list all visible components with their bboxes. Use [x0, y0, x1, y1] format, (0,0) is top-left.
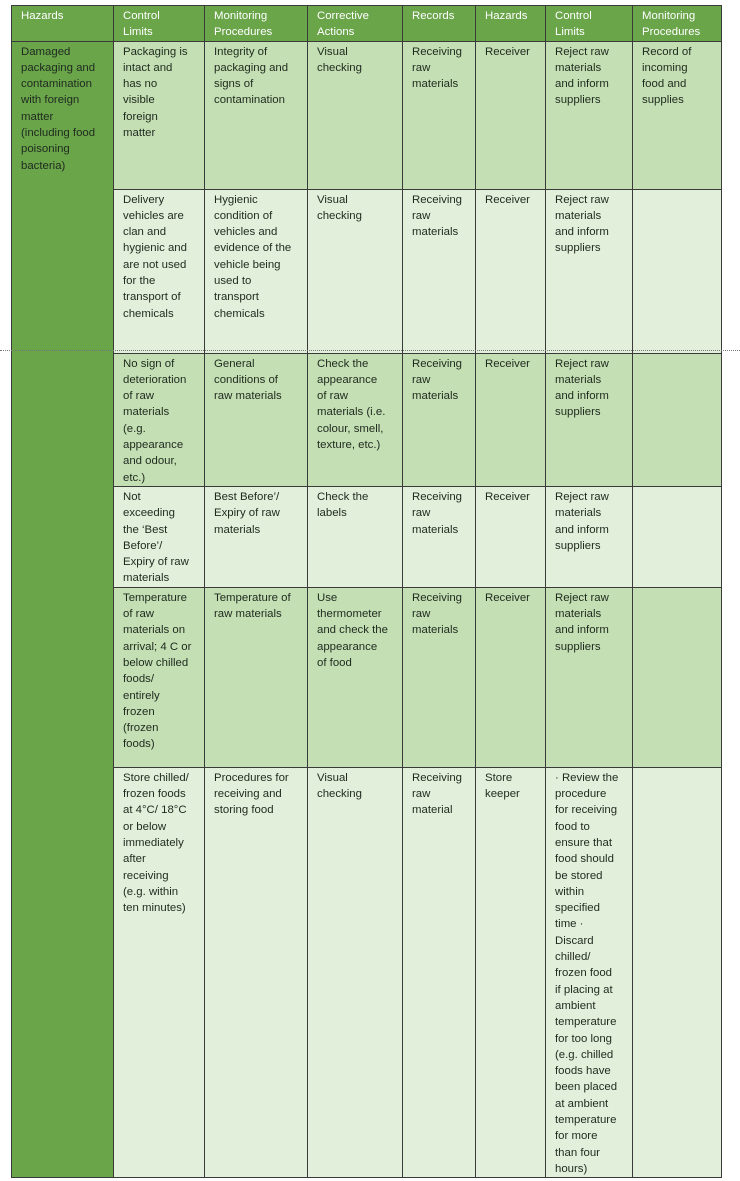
table-cell: Record of incoming food and supplies: [633, 41, 722, 189]
table-cell: Reject raw materials and inform suppliers: [546, 353, 633, 486]
table-cell: Reject raw materials and inform suppliers: [546, 189, 633, 353]
hazard-cell: Damaged packaging and contamination with foreign matter (including food poisoning bacteria): [12, 41, 114, 1178]
header-corrective-actions: Corrective Actions: [308, 6, 403, 42]
table-cell: Temperature of raw materials: [205, 587, 308, 767]
table-row: [12, 767, 722, 1177]
header-monitoring-procedures: Monitoring Procedures: [205, 6, 308, 42]
header-row: [12, 6, 722, 42]
header-hazards-2: Hazards: [476, 6, 546, 42]
page-break-line: [0, 350, 740, 351]
table-cell: Reject raw materials and inform suppliers: [546, 587, 633, 767]
table-cell: Delivery vehicles are clan and hygienic and are not used for the transport of chemicals: [114, 189, 205, 353]
table-cell: Receiving raw materials: [403, 41, 476, 189]
table-row: [12, 41, 722, 189]
header-monitoring-procedures-2: Monitoring Procedures: [633, 6, 722, 42]
header-control-limits: Control Limits: [114, 6, 205, 42]
table-cell: Visual checking: [308, 767, 403, 1177]
table-cell: Receiving raw materials: [403, 353, 476, 486]
table-cell: · Review the procedure for receiving food to ensure that food should be stored within specified time · Discard chilled/ frozen food if placing at ambient temperature for too long (e.g. chilled foods have been placed at ambient temperature for more than four hours): [546, 767, 633, 1177]
header-control-limits-2: Control Limits: [546, 6, 633, 42]
table-cell: Best Before’/ Expiry of raw materials: [205, 486, 308, 587]
table-cell: Visual checking: [308, 41, 403, 189]
table-cell: [633, 587, 722, 767]
table-cell: General conditions of raw materials: [205, 353, 308, 486]
table-cell: Hygienic condition of vehicles and evidence of the vehicle being used to transport chemicals: [205, 189, 308, 353]
table-cell: Visual checking: [308, 189, 403, 353]
table-cell: Reject raw materials and inform suppliers: [546, 41, 633, 189]
table-cell: No sign of deterioration of raw materials (e.g. appearance and odour, etc.): [114, 353, 205, 486]
table-cell: Receiving raw materials: [403, 587, 476, 767]
table-cell: Check the labels: [308, 486, 403, 587]
haccp-table: [11, 5, 722, 1178]
table-cell: Reject raw materials and inform suppliers: [546, 486, 633, 587]
table-cell: Store chilled/ frozen foods at 4°C/ 18°C or below immediately after receiving (e.g. within ten minutes): [114, 767, 205, 1177]
table-cell: [633, 486, 722, 587]
table-cell: Receiver: [476, 587, 546, 767]
table-cell: [633, 767, 722, 1177]
header-hazards: Hazards: [12, 6, 114, 42]
table-cell: [633, 353, 722, 486]
table-row: [12, 353, 722, 486]
table-row: [12, 486, 722, 587]
table-cell: Temperature of raw materials on arrival; 4 C or below chilled foods/ entirely frozen (frozen foods): [114, 587, 205, 767]
table-cell: Store keeper: [476, 767, 546, 1177]
table-cell: Receiving raw material: [403, 767, 476, 1177]
table-cell: Use thermometer and check the appearance of food: [308, 587, 403, 767]
table-cell: Receiving raw materials: [403, 486, 476, 587]
table-cell: [633, 189, 722, 353]
table-cell: Check the appearance of raw materials (i.e. colour, smell, texture, etc.): [308, 353, 403, 486]
header-records: Records: [403, 6, 476, 42]
table-cell: Integrity of packaging and signs of contamination: [205, 41, 308, 189]
table-cell: Not exceeding the ‘Best Before’/ Expiry of raw materials: [114, 486, 205, 587]
table-row: [12, 587, 722, 767]
table-cell: Packaging is intact and has no visible foreign matter: [114, 41, 205, 189]
table-cell: Receiving raw materials: [403, 189, 476, 353]
table-cell: Receiver: [476, 353, 546, 486]
table-row: [12, 189, 722, 353]
table-cell: Receiver: [476, 486, 546, 587]
table-cell: Procedures for receiving and storing food: [205, 767, 308, 1177]
table-cell: Receiver: [476, 189, 546, 353]
table-cell: Receiver: [476, 41, 546, 189]
